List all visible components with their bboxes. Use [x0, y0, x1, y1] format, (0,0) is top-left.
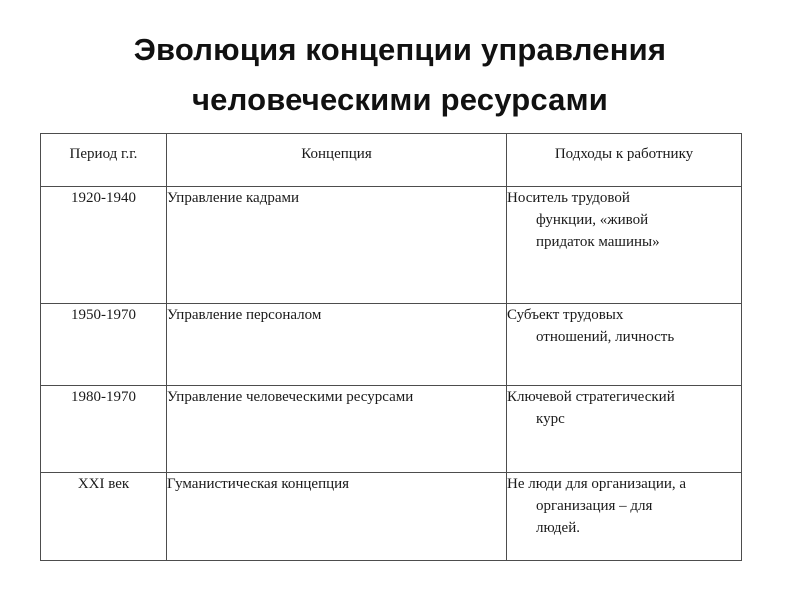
approach-line: людей. [536, 520, 580, 536]
concept-cell: Управление человеческими ресурсами [167, 386, 507, 473]
page-title-line-2: человеческими ресурсами [191, 82, 609, 117]
table-row [41, 304, 742, 386]
table-row [41, 386, 742, 473]
evolution-table [40, 133, 742, 561]
approach-cell [507, 187, 742, 304]
approach-line: придаток машины» [536, 234, 660, 250]
approach-line: организация – для [536, 498, 653, 514]
header-approach: Подходы к работнику [507, 134, 742, 187]
period-cell: 1950-1970 [41, 304, 167, 386]
approach-cell [507, 473, 742, 561]
table-row [41, 187, 742, 304]
table-header-row [41, 134, 742, 187]
header-concept: Концепция [167, 134, 507, 187]
period-cell: 1920-1940 [41, 187, 167, 304]
approach-line: отношений, личность [536, 329, 675, 345]
header-period: Период г.г. [41, 134, 167, 187]
concept-cell: Управление персоналом [167, 304, 507, 386]
concept-cell: Гуманистическая концепция [167, 473, 507, 561]
page-title-line-1: Эволюция концепции управления [133, 32, 667, 67]
approach-line: курс [536, 411, 565, 427]
period-cell: XXI век [41, 473, 167, 561]
approach-line: Ключевой стратегический [507, 389, 675, 405]
approach-cell [507, 304, 742, 386]
approach-line: функции, «живой [536, 212, 649, 228]
table-row [41, 473, 742, 561]
approach-line: Не люди для организации, а [507, 476, 687, 492]
approach-line: Субъект трудовых [507, 307, 624, 323]
approach-cell [507, 386, 742, 473]
approach-line: Носитель трудовой [507, 190, 630, 206]
concept-cell: Управление кадрами [167, 187, 507, 304]
period-cell: 1980-1970 [41, 386, 167, 473]
